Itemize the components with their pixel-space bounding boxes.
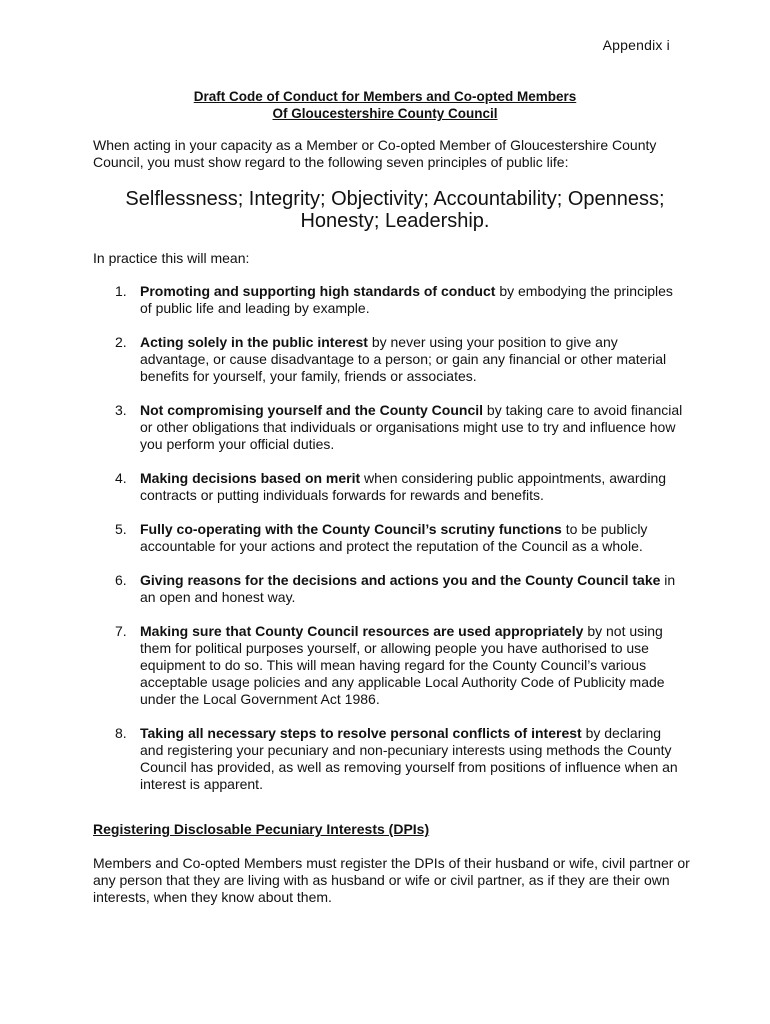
item-bold-text: Not compromising yourself and the County Council — [140, 402, 484, 418]
document-title — [0, 88, 770, 122]
item-text: by declaring and registering your pecuniary and non-pecuniary interests using methods the County Council has provided, as well as removing yourself from positions of influence when an interest is apparent. — [140, 725, 678, 792]
principles-line-1: Selflessness; Integrity; Objectivity; Accountability; Openness; — [125, 188, 665, 210]
list-item — [93, 402, 683, 453]
item-number: 5. — [115, 521, 127, 537]
item-text: by never using your position to give any advantage, or cause disadvantage to a person; or gain any financial or other material benefits for yourself, your family, friends or associates. — [140, 334, 667, 384]
list-item — [93, 334, 683, 385]
list-item — [93, 725, 683, 793]
list-item — [93, 572, 683, 606]
appendix-label: Appendix i — [602, 37, 670, 53]
item-bold-text: Fully co-operating with the County Council’s scrutiny functions — [140, 521, 562, 537]
item-text: to be publicly accountable for your actions and protect the reputation of the Council as a whole. — [140, 521, 648, 554]
item-number: 7. — [115, 623, 127, 639]
title-line-1: Draft Code of Conduct for Members and Co-opted Members — [193, 89, 577, 104]
item-number: 6. — [115, 572, 127, 588]
item-text: in an open and honest way. — [140, 572, 676, 605]
item-number: 2. — [115, 334, 127, 350]
item-bold-text: Making sure that County Council resources are used appropriately — [140, 623, 584, 639]
list-item — [93, 283, 683, 317]
principles-line-2: Honesty; Leadership. — [300, 210, 490, 232]
title-line-2: Of Gloucestershire County Council — [272, 106, 498, 121]
item-bold-text: Making decisions based on merit — [140, 470, 361, 486]
dpi-heading: Registering Disclosable Pecuniary Interests (DPIs) — [93, 821, 430, 837]
item-text: by embodying the principles of public life and leading by example. — [140, 283, 673, 316]
dpi-paragraph: Members and Co-opted Members must register the DPIs of their husband or wife, civil partner or any person that they are living with as husband or wife or civil partner, as if they are their own interests, when they know about them. — [93, 855, 690, 905]
seven-principles — [95, 188, 695, 232]
item-bold-text: Acting solely in the public interest — [140, 334, 368, 350]
item-number: 1. — [115, 283, 127, 299]
list-item — [93, 470, 683, 504]
list-item — [93, 623, 683, 708]
in-practice-text: In practice this will mean: — [93, 250, 250, 266]
item-text: by not using them for political purposes yourself, or allowing people you have authorised to use equipment to do so. This will mean having regard for the County Council’s various acceptable usage policies and any applicable Local Authority Code of Publicity made under the Local Government Act 1986. — [140, 623, 665, 707]
list-item — [93, 521, 683, 555]
item-bold-text: Giving reasons for the decisions and actions you and the County Council take — [140, 572, 661, 588]
item-number: 3. — [115, 402, 127, 418]
item-bold-text: Taking all necessary steps to resolve personal conflicts of interest — [140, 725, 582, 741]
intro-paragraph: When acting in your capacity as a Member or Co-opted Member of Gloucestershire County Council, you must show regard to the following seven principles of public life: — [93, 137, 657, 170]
item-number: 8. — [115, 725, 127, 741]
item-number: 4. — [115, 470, 127, 486]
conduct-list — [93, 283, 683, 793]
item-text: by taking care to avoid financial or other obligations that individuals or organisations might use to try and influence how you perform your official duties. — [140, 402, 683, 452]
item-bold-text: Promoting and supporting high standards of conduct — [140, 283, 496, 299]
item-text: when considering public appointments, awarding contracts or putting individuals forwards for rewards and benefits. — [140, 470, 667, 503]
